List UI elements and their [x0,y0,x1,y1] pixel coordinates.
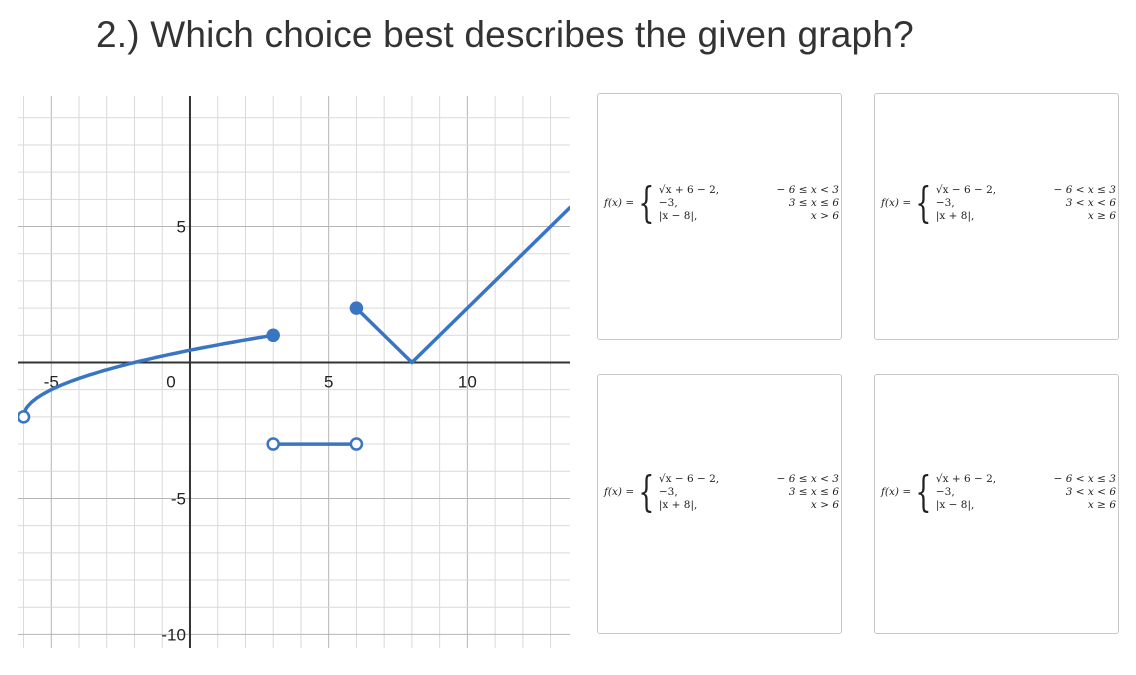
condition-2: 3 ≤ x ≤ 6 [788,196,839,209]
curve-sqrt [24,335,274,417]
case-absolute: |x + 8|, [658,498,698,511]
function-name: f(x) = [604,486,635,498]
brace-icon: { [915,467,932,516]
brace-icon: { [638,178,655,227]
brace-icon: { [638,467,655,516]
x-tick-label: 0 [166,372,176,392]
answer-choice-d[interactable] [874,374,1119,634]
case-constant: −3, [935,196,955,209]
open-endpoint [18,411,29,422]
function-name: f(x) = [604,197,635,209]
case-constant: −3, [658,196,678,209]
case-absolute: |x − 8|, [658,209,698,222]
condition-3: x > 6 [810,209,839,222]
piecewise-formula [881,467,1116,516]
answer-choice-a[interactable] [597,93,842,340]
condition-1: − 6 ≤ x < 3 [776,472,839,485]
y-tick-label: -10 [161,625,186,645]
case-absolute: |x + 8|, [935,209,975,222]
condition-3: x > 6 [810,498,839,511]
curves [18,208,570,450]
case-sqrt: √x − 6 − 2, [658,472,720,485]
condition-2: 3 < x < 6 [1065,485,1116,498]
piecewise-formula [604,467,839,516]
case-sqrt: √x + 6 − 2, [658,183,720,196]
function-graph [18,96,570,648]
function-name: f(x) = [881,197,912,209]
case-sqrt: √x + 6 − 2, [935,472,997,485]
condition-1: − 6 < x ≤ 3 [1053,183,1116,196]
case-sqrt: √x − 6 − 2, [935,183,997,196]
answer-choice-c[interactable] [597,374,842,634]
piecewise-formula [881,178,1116,227]
question-title: 2.) Which choice best describes the given graph? [96,14,914,55]
y-tick-label: 5 [176,217,186,237]
piecewise-formula [604,178,839,227]
open-endpoint [268,439,279,450]
case-constant: −3, [658,485,678,498]
x-tick-label: -5 [43,372,59,392]
y-tick-label: -5 [170,489,186,509]
function-name: f(x) = [881,486,912,498]
condition-3: x ≥ 6 [1087,498,1116,511]
case-absolute: |x − 8|, [935,498,975,511]
condition-2: 3 < x < 6 [1065,196,1116,209]
condition-1: − 6 < x ≤ 3 [1053,472,1116,485]
case-constant: −3, [935,485,955,498]
curve-absolute [356,208,570,363]
brace-icon: { [915,178,932,227]
closed-endpoint [268,330,279,341]
condition-2: 3 ≤ x ≤ 6 [788,485,839,498]
x-tick-label: 10 [457,372,477,392]
open-endpoint [351,439,362,450]
condition-3: x ≥ 6 [1087,209,1116,222]
x-tick-label: 5 [323,372,334,392]
condition-1: − 6 ≤ x < 3 [776,183,839,196]
answer-choice-b[interactable] [874,93,1119,340]
closed-endpoint [351,303,362,314]
